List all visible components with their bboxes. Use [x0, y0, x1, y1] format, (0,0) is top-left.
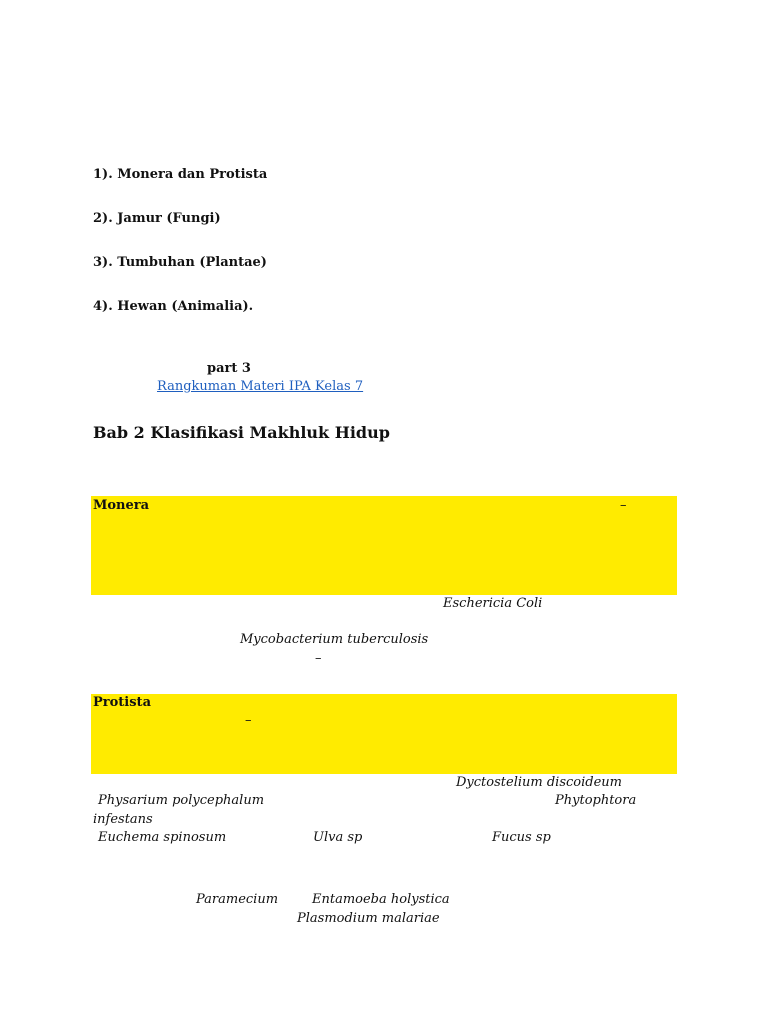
protista-dash: –	[245, 713, 252, 728]
species-physarium: Physarium polycephalum	[98, 793, 265, 808]
species-plasmodium: Plasmodium malariae	[297, 911, 440, 926]
rangkuman-link[interactable]: Rangkuman Materi IPA Kelas 7	[157, 379, 364, 394]
monera-dash-2: –	[315, 651, 322, 666]
species-eschericia-coli: Eschericia Coli	[443, 596, 543, 611]
part-label: part 3	[207, 361, 251, 376]
list-item-hewan: 4). Hewan (Animalia).	[93, 299, 254, 314]
protista-highlight-block	[91, 694, 677, 774]
species-ulva: Ulva sp	[313, 830, 363, 845]
list-item-tumbuhan: 3). Tumbuhan (Plantae)	[93, 255, 267, 270]
section-heading: Bab 2 Klasifikasi Makhluk Hidup	[93, 423, 390, 442]
monera-dash: –	[620, 498, 627, 513]
species-entamoeba: Entamoeba holystica	[312, 892, 450, 907]
list-item-jamur: 2). Jamur (Fungi)	[93, 211, 221, 226]
species-phytophtora: Phytophtora	[555, 793, 637, 808]
species-euchema: Euchema spinosum	[98, 830, 227, 845]
monera-highlight-block	[91, 496, 677, 595]
monera-title: Monera	[93, 498, 150, 513]
species-mycobacterium: Mycobacterium tuberculosis	[240, 632, 429, 647]
species-paramecium: Paramecium	[196, 892, 279, 907]
species-fucus: Fucus sp	[492, 830, 551, 845]
species-dyctostelium: Dyctostelium discoideum	[456, 775, 622, 790]
list-item-monera-protista: 1). Monera dan Protista	[93, 167, 268, 182]
protista-title: Protista	[93, 695, 151, 710]
species-infestans: infestans	[93, 812, 153, 827]
